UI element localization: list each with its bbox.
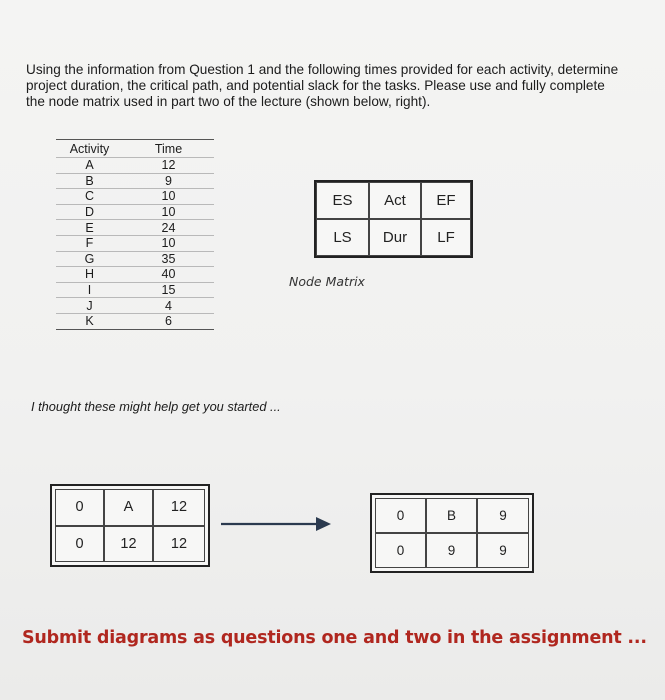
instructions-text: Using the information from Question 1 and the following times provided for each activity, determine project duration, the critical path, and potential slack for the tasks. Please use and fully complete the node matrix used in part two of the lecture (shown below, right). (26, 62, 619, 109)
time-cell: 40 (123, 267, 214, 283)
matrix-cell-ef: EF (421, 182, 471, 219)
activity-cell: G (56, 251, 123, 267)
time-cell: 12 (123, 158, 214, 174)
matrix-cell-es: ES (316, 182, 369, 219)
table-row (56, 158, 214, 174)
time-cell: 15 (123, 282, 214, 298)
matrix-cell-lf: LF (421, 219, 471, 256)
node-matrix-caption: Node Matrix (289, 274, 365, 289)
activity-cell: B (56, 173, 123, 189)
time-cell: 24 (123, 220, 214, 236)
example-node-b (370, 493, 534, 573)
table-row (56, 313, 214, 329)
node-a-dur: 12 (104, 526, 153, 563)
table-row (56, 251, 214, 267)
node-a-es: 0 (55, 489, 104, 526)
table-row (56, 189, 214, 205)
node-b-dur: 9 (426, 533, 477, 568)
table-row (56, 204, 214, 220)
time-cell: 35 (123, 251, 214, 267)
time-cell: 10 (123, 235, 214, 251)
time-cell: 10 (123, 204, 214, 220)
activity-time-table (56, 139, 214, 330)
table-row (56, 282, 214, 298)
time-cell: 4 (123, 298, 214, 314)
table-row (56, 220, 214, 236)
activity-cell: A (56, 158, 123, 174)
time-cell: 9 (123, 173, 214, 189)
node-b-act: B (426, 498, 477, 533)
node-a-ef: 12 (153, 489, 205, 526)
submission-instruction: Submit diagrams as questions one and two in the assignment ... (22, 628, 647, 648)
node-b-lf: 9 (477, 533, 529, 568)
activity-cell: K (56, 313, 123, 329)
time-cell: 6 (123, 313, 214, 329)
activity-cell: F (56, 235, 123, 251)
table-row (56, 235, 214, 251)
helper-text: I thought these might help get you started ... (31, 399, 281, 414)
node-a-act: A (104, 489, 153, 526)
node-a-lf: 12 (153, 526, 205, 563)
activity-cell: E (56, 220, 123, 236)
node-a-ls: 0 (55, 526, 104, 563)
time-cell: 10 (123, 189, 214, 205)
node-b-es: 0 (375, 498, 426, 533)
matrix-cell-act: Act (369, 182, 421, 219)
node-b-ef: 9 (477, 498, 529, 533)
node-matrix (314, 180, 473, 258)
activity-cell: J (56, 298, 123, 314)
table-row (56, 173, 214, 189)
node-b-ls: 0 (375, 533, 426, 568)
column-header-activity: Activity (56, 140, 123, 158)
activity-cell: C (56, 189, 123, 205)
matrix-cell-ls: LS (316, 219, 369, 256)
arrow-right-icon (221, 514, 333, 534)
matrix-cell-dur: Dur (369, 219, 421, 256)
activity-cell: H (56, 267, 123, 283)
activity-cell: D (56, 204, 123, 220)
column-header-time: Time (123, 140, 214, 158)
example-node-a (50, 484, 210, 567)
table-row (56, 298, 214, 314)
table-row (56, 267, 214, 283)
activity-cell: I (56, 282, 123, 298)
